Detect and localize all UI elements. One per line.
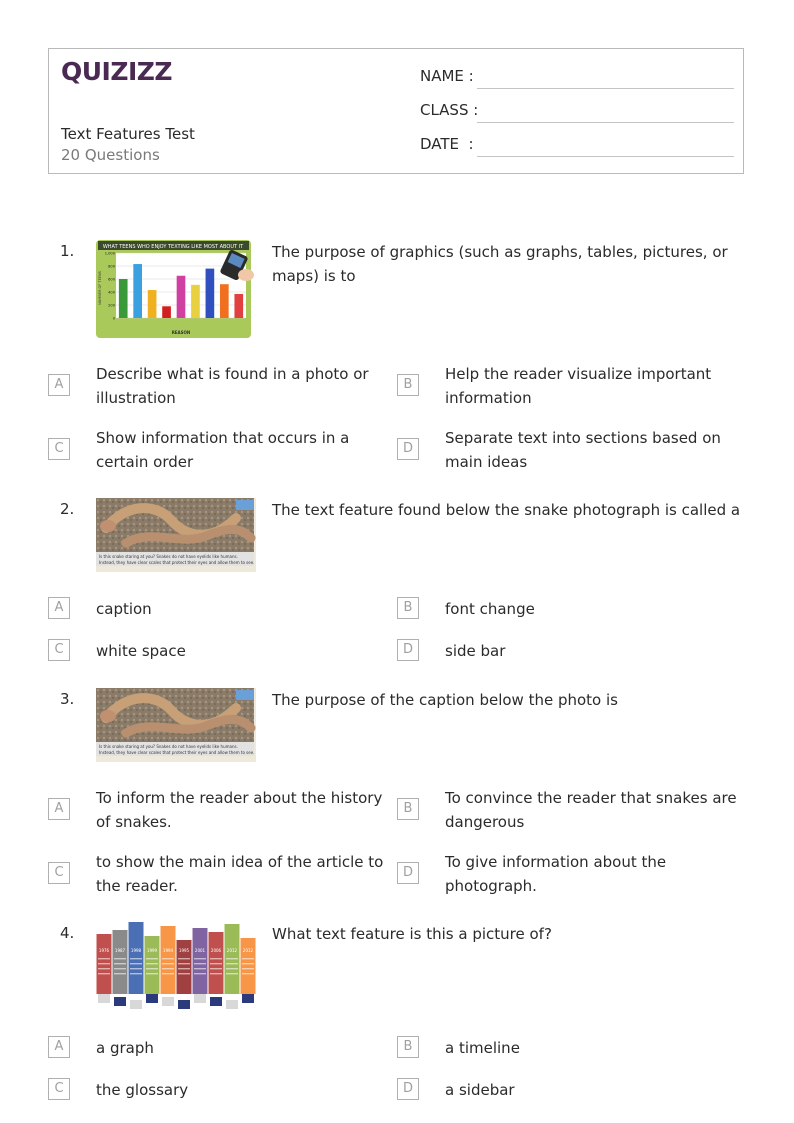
timeline-text-line	[210, 968, 222, 969]
option-b-text: font change	[445, 600, 535, 618]
timeline-text-line	[162, 958, 174, 959]
timeline-text-line	[98, 963, 110, 964]
graph-xlabel: REASON	[171, 330, 191, 335]
option-d-box[interactable]: D	[397, 1078, 419, 1100]
texting-bar-graph	[96, 240, 256, 338]
test-title: Text Features Test	[61, 125, 195, 143]
y-tick-label: 800	[108, 264, 115, 269]
caption-line-2: Instead, they have clear scales that protect their eyes and allow them to see.	[99, 560, 255, 565]
timeline-image	[96, 922, 256, 1012]
option-b-text: a timeline	[445, 1039, 520, 1057]
timeline-year: 1998	[130, 948, 142, 953]
option-c-box[interactable]: C	[48, 438, 70, 460]
timeline-text-line	[226, 973, 238, 974]
date-line	[477, 156, 734, 157]
timeline-thumbnail	[242, 994, 254, 1003]
timeline-text-line	[210, 958, 222, 959]
timeline-column	[161, 926, 176, 994]
name-label: NAME :	[420, 67, 474, 85]
class-label: CLASS :	[420, 101, 479, 119]
timeline-text-line	[178, 973, 190, 974]
option-a-text: a graph	[96, 1039, 154, 1057]
name-field[interactable]	[420, 67, 734, 91]
timeline-text-line	[162, 968, 174, 969]
question-text: What text feature is this a picture of?	[272, 925, 552, 943]
timeline-text-line	[242, 973, 254, 974]
timeline-thumbnail	[210, 997, 222, 1006]
quizizz-logo: QUIZIZZ	[61, 57, 173, 86]
timeline-text-line	[98, 973, 110, 974]
y-tick-label: 1,000	[104, 251, 115, 256]
bar	[234, 294, 243, 318]
timeline-thumbnail	[114, 997, 126, 1006]
bar	[119, 279, 128, 318]
option-b-box[interactable]: B	[397, 1036, 419, 1058]
timeline-text-line	[146, 958, 158, 959]
option-d-text: To give information about the photograph.	[445, 853, 667, 895]
question-number: 1.	[60, 242, 75, 260]
timeline-text-line	[242, 968, 254, 969]
timeline-thumbnail	[194, 994, 206, 1003]
bar	[191, 285, 200, 318]
caption-line-2: Instead, they have clear scales that protect their eyes and allow them to see.	[99, 750, 255, 755]
timeline-year: 1995	[178, 948, 190, 953]
timeline-text-line	[242, 958, 254, 959]
timeline-thumbnail	[226, 1000, 238, 1009]
timeline-text-line	[242, 963, 254, 964]
timeline-text-line	[130, 968, 142, 969]
option-b-text: Help the reader visualize important information	[445, 365, 712, 407]
timeline-thumbnail	[178, 1000, 190, 1009]
timeline-column	[241, 938, 256, 994]
bar	[148, 290, 157, 318]
option-c-box[interactable]: C	[48, 1078, 70, 1100]
bar-graph-image	[96, 240, 256, 338]
date-label: DATE :	[420, 135, 474, 153]
snake-photo	[96, 498, 256, 572]
option-c-box[interactable]: C	[48, 862, 70, 884]
graph-ylabel: NUMBER OF TEENS	[98, 271, 102, 305]
option-a-box[interactable]: A	[48, 1036, 70, 1058]
name-line	[477, 88, 734, 89]
timeline-year: 2001	[194, 948, 206, 953]
timeline-text-line	[146, 963, 158, 964]
timeline-year: 1987	[114, 948, 126, 953]
bar	[220, 284, 229, 318]
snake-photo-art	[96, 688, 256, 762]
bar	[133, 264, 142, 318]
timeline-text-line	[194, 973, 206, 974]
timeline-text-line	[226, 958, 238, 959]
timeline-text-line	[178, 958, 190, 959]
bar	[206, 269, 215, 318]
timeline-text-line	[178, 968, 190, 969]
timeline-text-line	[130, 963, 142, 964]
option-a-box[interactable]: A	[48, 374, 70, 396]
timeline-thumbnail	[98, 994, 110, 1003]
option-a-text: To inform the reader about the history of snakes.	[96, 789, 383, 831]
timeline-year: 2012	[242, 948, 254, 953]
option-d-text: Separate text into sections based on main ideas	[445, 429, 721, 471]
graph-title: WHAT TEENS WHO ENJOY TEXTING LIKE MOST ABOUT IT	[102, 244, 244, 250]
question-number: 4.	[60, 924, 75, 942]
timeline-column	[145, 936, 160, 994]
y-tick-label: 400	[108, 290, 115, 295]
option-b-box[interactable]: B	[397, 597, 419, 619]
bar	[162, 306, 171, 318]
timeline-graphic	[96, 922, 256, 1012]
timeline-text-line	[194, 958, 206, 959]
snake-photo	[96, 688, 256, 762]
timeline-year: 2006	[210, 948, 222, 953]
timeline-text-line	[178, 963, 190, 964]
caption-line-1: Is this snake staring at you? Snakes do not have eyelids like humans.	[99, 554, 238, 559]
question-number: 2.	[60, 500, 75, 518]
timeline-text-line	[146, 973, 158, 974]
timeline-text-line	[194, 963, 206, 964]
y-tick-label: 600	[108, 277, 115, 282]
timeline-text-line	[114, 958, 126, 959]
snake-photo-art	[96, 498, 256, 572]
timeline-year: 1976	[98, 948, 110, 953]
question-count: 20 Questions	[61, 146, 160, 164]
option-b-box[interactable]: B	[397, 374, 419, 396]
class-field[interactable]	[420, 101, 734, 125]
timeline-thumbnail	[130, 1000, 142, 1009]
option-d-box[interactable]: D	[397, 438, 419, 460]
timeline-text-line	[114, 968, 126, 969]
timeline-text-line	[146, 968, 158, 969]
option-c-text: to show the main idea of the article to the reader.	[96, 853, 384, 895]
timeline-text-line	[226, 963, 238, 964]
timeline-year: 1999	[146, 948, 158, 953]
question-number: 3.	[60, 690, 75, 708]
timeline-text-line	[226, 968, 238, 969]
timeline-text-line	[98, 958, 110, 959]
y-tick-label: 0	[112, 316, 115, 321]
timeline-text-line	[162, 973, 174, 974]
worksheet-header	[48, 48, 744, 174]
option-c-box[interactable]: C	[48, 639, 70, 661]
question-text: The text feature found below the snake photograph is called a	[272, 501, 741, 519]
y-tick-label: 200	[108, 303, 115, 308]
timeline-year: 1994	[162, 948, 174, 953]
option-d-text: side bar	[445, 642, 506, 660]
option-b-text: To convince the reader that snakes are dangerous	[445, 789, 737, 831]
question-text: The purpose of graphics (such as graphs, tables, pictures, or maps) is to	[272, 243, 728, 285]
option-a-text: Describe what is found in a photo or illustration	[96, 365, 369, 407]
timeline-column	[193, 928, 208, 994]
option-a-box[interactable]: A	[48, 597, 70, 619]
option-b-box[interactable]: B	[397, 798, 419, 820]
timeline-text-line	[210, 963, 222, 964]
option-c-text: the glossary	[96, 1081, 189, 1099]
timeline-year: 2012	[226, 948, 238, 953]
timeline-thumbnail	[146, 994, 158, 1003]
timeline-text-line	[162, 963, 174, 964]
option-d-box[interactable]: D	[397, 862, 419, 884]
caption-line-1: Is this snake staring at you? Snakes do not have eyelids like humans.	[99, 744, 238, 749]
timeline-text-line	[114, 963, 126, 964]
timeline-text-line	[130, 958, 142, 959]
option-d-text: a sidebar	[445, 1081, 515, 1099]
timeline-text-line	[98, 968, 110, 969]
timeline-column	[113, 930, 128, 994]
bar	[177, 276, 186, 318]
option-d-box[interactable]: D	[397, 639, 419, 661]
option-a-box[interactable]: A	[48, 798, 70, 820]
timeline-text-line	[194, 968, 206, 969]
date-field[interactable]	[420, 135, 734, 159]
timeline-thumbnail	[162, 997, 174, 1006]
class-line	[477, 122, 734, 123]
timeline-text-line	[210, 973, 222, 974]
option-c-text: Show information that occurs in a certain order	[96, 429, 350, 471]
timeline-text-line	[130, 973, 142, 974]
timeline-text-line	[114, 973, 126, 974]
question-text: The purpose of the caption below the photo is	[272, 691, 618, 709]
option-a-text: caption	[96, 600, 152, 618]
option-c-text: white space	[96, 642, 186, 660]
